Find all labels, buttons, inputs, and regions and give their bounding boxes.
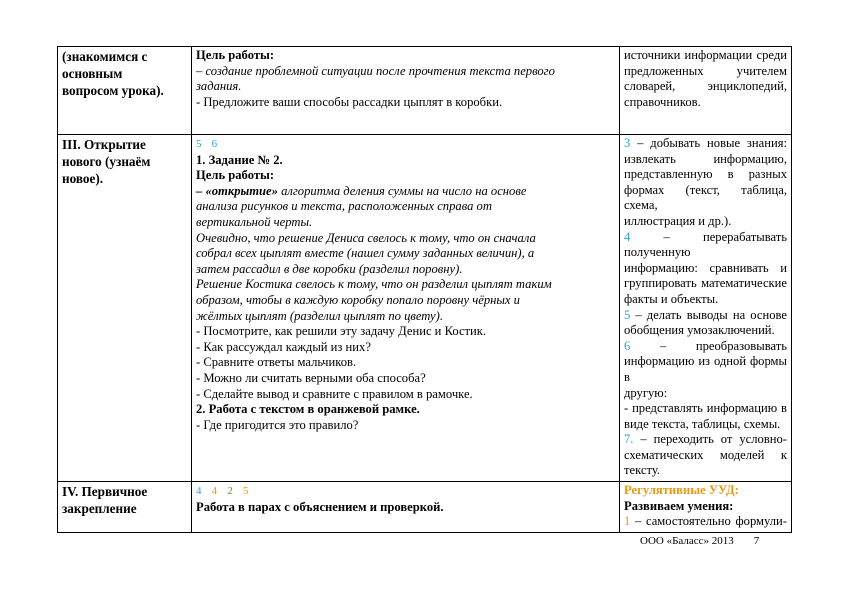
- uud-number: 6: [624, 338, 631, 353]
- resource-number: 6: [211, 138, 218, 150]
- uud-number: 3: [624, 136, 631, 150]
- goal-label: Цель работы:: [196, 168, 275, 183]
- goal-text-rest: алгоритма деления суммы на число на основе: [277, 183, 527, 198]
- resource-number: 2: [227, 485, 233, 498]
- uud-line: словарей, энциклопедий,: [624, 79, 787, 94]
- italic-line: затем рассадил в две коробки (разделил поровну).: [196, 261, 463, 276]
- uud-line: источники информации среди: [624, 48, 787, 62]
- stage-line: IV. Первичное: [62, 484, 148, 500]
- uud-line: извлекать информацию,: [624, 151, 787, 166]
- stage-line: новое).: [62, 171, 104, 186]
- goal-text: задания.: [196, 79, 242, 94]
- uud-cell: [620, 135, 792, 482]
- uud-line: другую:: [624, 385, 668, 400]
- goal-keyword: – «открытие»: [196, 183, 278, 198]
- uud-line: информацию из одной формы в: [624, 354, 787, 384]
- uud-line: информацию: сравнивать и: [624, 260, 787, 275]
- stage-cell: [58, 135, 192, 482]
- stage-line: нового (узнаём: [62, 154, 151, 169]
- uud-text: – делать выводы на основе: [635, 307, 787, 322]
- uud-line: [624, 136, 787, 152]
- task-text: - Предложите ваши способы рассадки цыплят в коробки.: [196, 94, 503, 109]
- goal-text: [196, 184, 615, 200]
- goal-text: – создание проблемной ситуации после прочтения текста первого: [196, 63, 555, 78]
- uud-line: факты и объекты.: [624, 291, 719, 306]
- question-line: - Где пригодится это правило?: [196, 417, 359, 432]
- task-heading: 2. Работа с текстом в оранжевой рамке.: [196, 402, 420, 417]
- stage-line: III. Открытие: [62, 137, 146, 152]
- italic-line: собрал всех цыплят вместе (нашел сумму заданных величин), а: [196, 246, 535, 261]
- uud-text: – самостоятельно формули-: [634, 514, 787, 529]
- italic-line: вертикальной черты.: [196, 214, 313, 229]
- lesson-table: [57, 46, 792, 533]
- question-line: - Посмотрите, как решили эту задачу Денис и Костик.: [196, 324, 487, 339]
- table-row: [58, 482, 792, 533]
- uud-line: представленную в разных: [624, 167, 787, 182]
- uud-text: – переходить от условно-: [640, 432, 788, 447]
- uud-number: 1: [624, 514, 631, 529]
- stage-line: основным: [62, 66, 123, 81]
- question-line: - Можно ли считать верными оба способа?: [196, 370, 426, 385]
- uud-line: справочников.: [624, 94, 701, 109]
- uud-text: – перерабатывать полученную: [624, 229, 787, 260]
- uud-line: [624, 230, 787, 261]
- stage-cell: [58, 482, 192, 533]
- stage-line: вопросом урока).: [62, 83, 164, 98]
- stage-line: закрепление: [62, 501, 137, 517]
- resource-number: 4: [211, 485, 218, 498]
- question-line: - Сделайте вывод и сравните с правилом в рамочке.: [196, 386, 473, 401]
- table-row: [58, 135, 792, 482]
- resource-numbers: [196, 136, 615, 153]
- stage-line: (знакомимся с: [62, 49, 148, 64]
- uud-line: формах (текст, таблица, схема,: [624, 182, 787, 213]
- task-text: Работа в парах с объяснением и проверкой.: [196, 499, 444, 514]
- content-cell: [192, 135, 620, 482]
- uud-line: [624, 339, 787, 355]
- content-cell: [192, 482, 620, 533]
- uud-number: 4: [624, 229, 631, 244]
- question-line: - Сравните ответы мальчиков.: [196, 355, 357, 370]
- italic-line: анализа рисунков и текста, расположенных справа от: [196, 199, 492, 214]
- uud-text: – добывать новые знания:: [637, 136, 787, 150]
- resource-numbers: [196, 483, 615, 500]
- uud-line: группировать математические: [624, 276, 787, 291]
- task-heading: 1. Задание № 2.: [196, 152, 283, 167]
- uud-line: схематических моделей к: [624, 447, 787, 462]
- page-number: 7: [753, 535, 760, 547]
- resource-number: 4: [196, 485, 202, 498]
- stage-cell: [58, 47, 192, 135]
- goal-label: Цель работы:: [196, 48, 275, 62]
- footer-company: ООО «Баласс» 2013: [640, 535, 734, 547]
- uud-line: - представлять информацию в: [624, 401, 787, 416]
- italic-line: образом, чтобы в каждую коробку попало поровну чёрных и: [196, 292, 520, 307]
- uud-line: [624, 308, 787, 324]
- resource-number: 5: [242, 485, 249, 498]
- uud-cell: [620, 47, 792, 135]
- uud-line: виде текста, таблицы, схемы.: [624, 416, 781, 431]
- uud-line: тексту.: [624, 463, 661, 478]
- uud-line: предложенных учителем: [624, 63, 787, 78]
- uud-line: обобщения умозаключений.: [624, 323, 775, 338]
- uud-subtitle: Развиваем умения:: [624, 498, 734, 513]
- italic-line: Очевидно, что решение Дениса свелось к тому, что он сначала: [196, 230, 536, 245]
- question-line: - Как рассуждал каждый из них?: [196, 339, 371, 354]
- italic-line: жёлтых цыплят (разделил цыплят по цвету).: [196, 308, 443, 323]
- italic-line: Решение Костика свелось к тому, что он разделил цыплят таким: [196, 277, 552, 292]
- uud-cell: [620, 482, 792, 533]
- uud-line: иллюстрация и др.).: [624, 213, 732, 228]
- uud-number: 7.: [624, 432, 634, 447]
- uud-line: [624, 514, 787, 530]
- resource-number: 5: [196, 138, 202, 150]
- uud-title: Регулятивные УУД:: [624, 483, 739, 498]
- content-cell: [192, 47, 620, 135]
- uud-text: – преобразовывать: [659, 338, 787, 353]
- table-row: [58, 47, 792, 135]
- uud-number: 5: [624, 307, 631, 322]
- uud-line: [624, 432, 787, 448]
- page-footer: [640, 535, 800, 548]
